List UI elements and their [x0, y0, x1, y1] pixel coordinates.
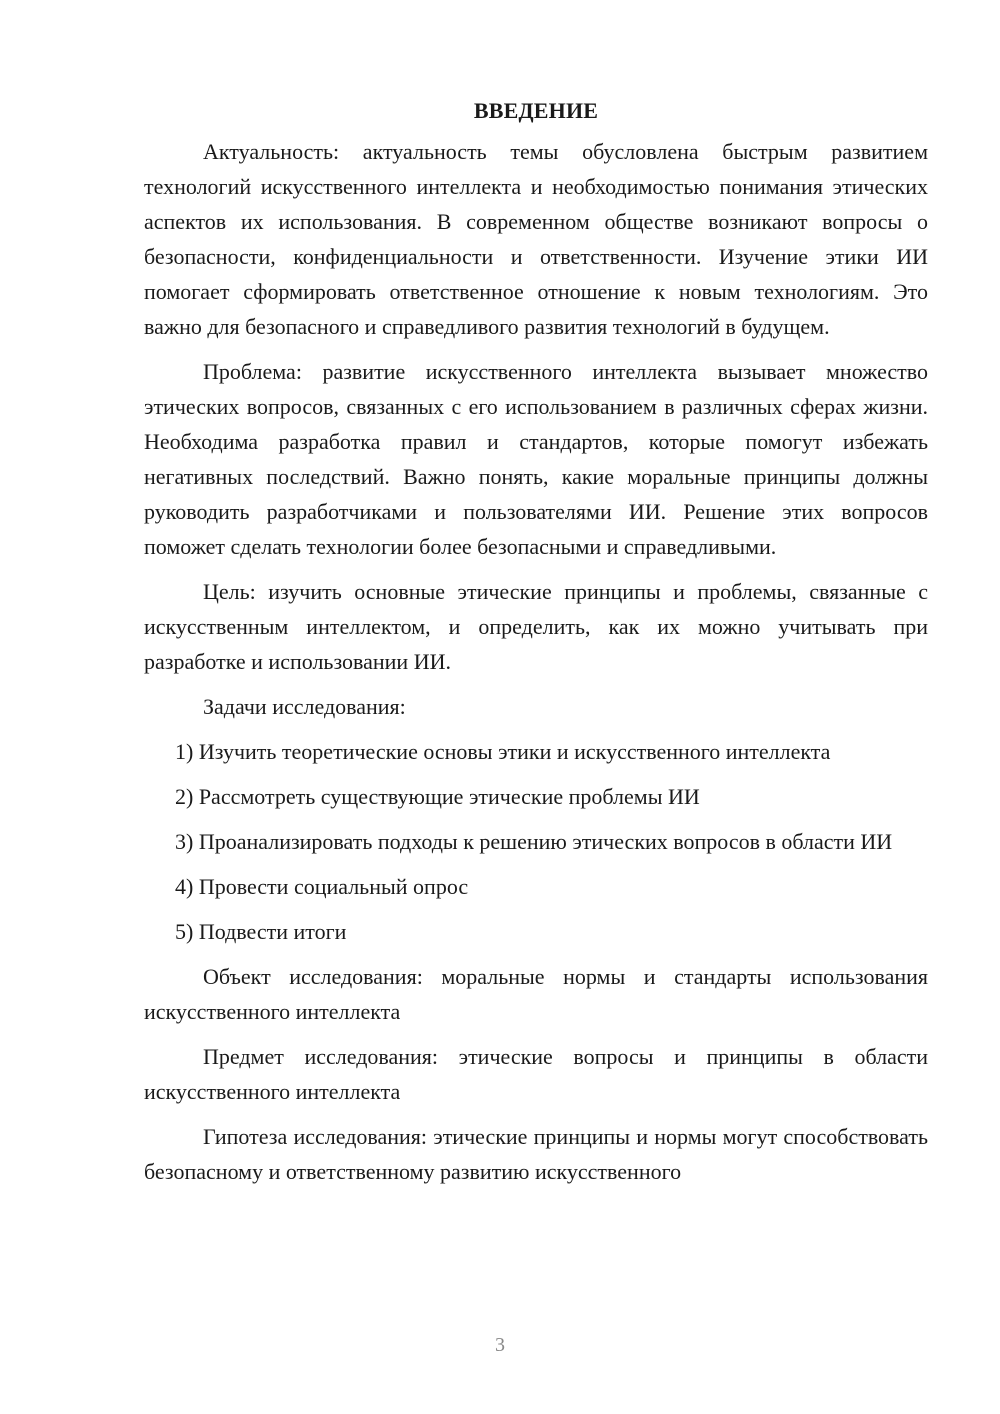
problem-paragraph: Проблема: развитие искусственного интеллекта вызывает множество этических вопросов, связанных с его использованием в различных сферах жизни. Необходима разработка правил и стандартов, которые помогут избежать негативных последствий. Важно понять, какие моральные принципы должны руководить разработчиками и пользователями ИИ. Решение этих вопросов поможет сделать технологии более безопасными и справедливыми.	[144, 359, 928, 559]
goal-paragraph: Цель: изучить основные этические принципы и проблемы, связанные с искусственным интеллектом, и определить, как их можно учитывать при разработке и использовании ИИ.	[144, 579, 928, 674]
page-title: ВВЕДЕНИЕ	[473, 98, 599, 123]
subject-paragraph: Предмет исследования: этические вопросы и принципы в области искусственного интеллекта	[144, 1044, 928, 1104]
task-item-4: 4) Провести социальный опрос	[175, 874, 469, 899]
page-content	[144, 96, 928, 1199]
hypothesis-paragraph: Гипотеза исследования: этические принципы и нормы могут способствовать безопасному и ответственному развитию искусственного	[144, 1124, 928, 1184]
task-item-2: 2) Рассмотреть существующие этические проблемы ИИ	[175, 784, 700, 809]
task-item-5: 5) Подвести итоги	[175, 919, 347, 944]
tasks-heading: Задачи исследования:	[203, 694, 406, 719]
task-item-3: 3) Проанализировать подходы к решению этических вопросов в области ИИ	[175, 829, 893, 854]
object-paragraph: Объект исследования: моральные нормы и стандарты использования искусственного интеллекта	[144, 964, 928, 1024]
relevance-paragraph: Актуальность: актуальность темы обусловлена быстрым развитием технологий искусственного интеллекта и необходимостью понимания этических аспектов их использования. В современном обществе возникают вопросы о безопасности, конфиденциальности и ответственности. Изучение этики ИИ помогает сформировать ответственное отношение к новым технологиям. Это важно для безопасного и справедливого развития технологий в будущем.	[144, 139, 928, 339]
task-item-1: 1) Изучить теоретические основы этики и искусственного интеллекта	[175, 739, 831, 764]
page-number: 3	[495, 1334, 505, 1356]
